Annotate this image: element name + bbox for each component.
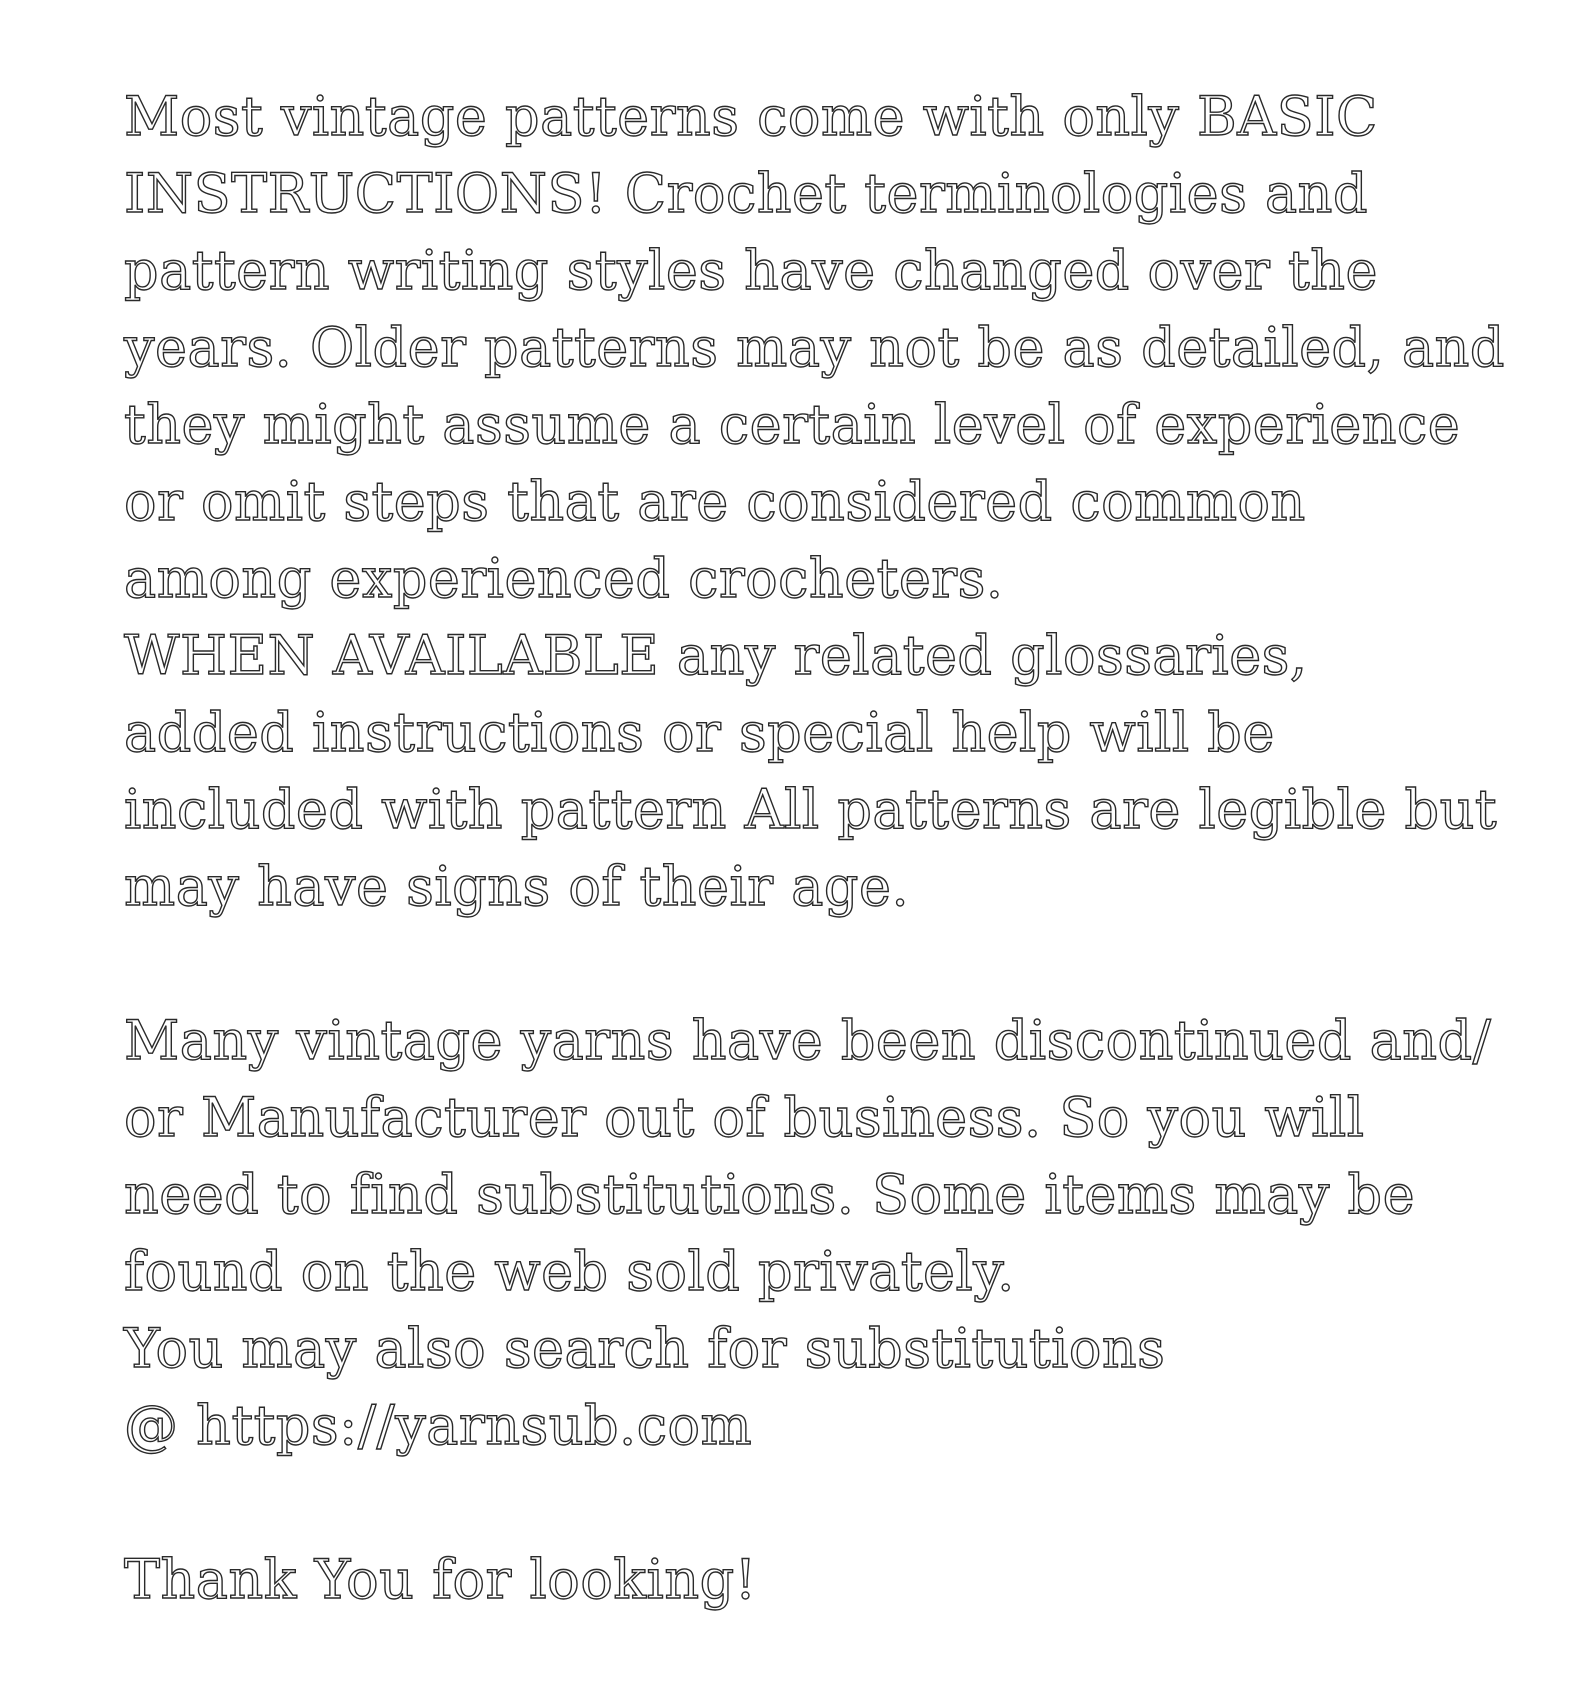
text-line: may have signs of their age. [124,855,910,918]
text-line: Most vintage patterns come with only BASIC [124,85,1378,148]
closing-message: Thank You for looking! [124,1548,757,1611]
text-line: You may also search for substitutions [124,1317,1166,1380]
text-line: added instructions or special help will be [124,701,1275,764]
yarnsub-url-text: @ https://yarnsub.com [124,1394,753,1457]
text-line: INSTRUCTIONS! Crochet terminologies and [124,162,1369,225]
text-line: WHEN AVAILABLE any related glossaries, [124,624,1308,687]
text-line: pattern writing styles have changed over the [124,239,1378,302]
paragraph-yarn-substitutions [124,1002,1544,1464]
paragraph-spacer [124,925,1544,1002]
text-line: included with pattern All patterns are legible but [124,778,1498,841]
text-line: or Manufacturer out of business. So you will [124,1086,1365,1149]
text-line: years. Older patterns may not be as detailed, and [124,316,1505,379]
paragraph-spacer [124,1464,1544,1541]
paragraph-basic-instructions [124,78,1544,925]
text-line: found on the web sold privately. [124,1240,1015,1303]
text-line: or omit steps that are considered common [124,470,1306,533]
notice-document [124,78,1544,1618]
text-line: need to find substitutions. Some items may be [124,1163,1416,1226]
text-line: among experienced crocheters. [124,547,1004,610]
text-line: they might assume a certain level of experience [124,393,1461,456]
text-line: Many vintage yarns have been discontinued and/ [124,1009,1492,1072]
